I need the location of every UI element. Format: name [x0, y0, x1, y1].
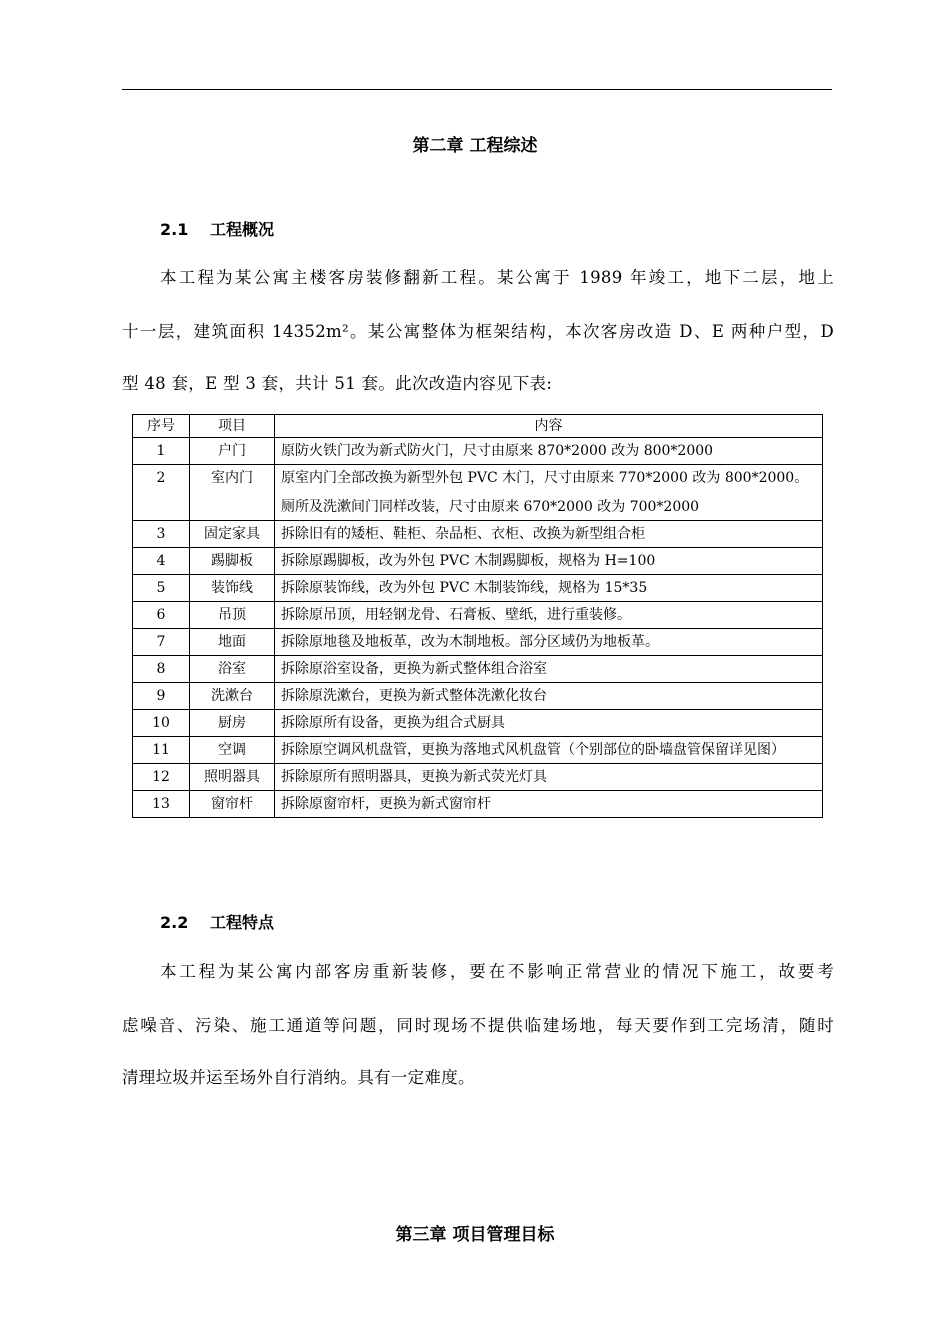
row-number: 6: [133, 602, 190, 629]
section-2-2-title: 工程特点: [210, 913, 275, 932]
row-item: 户门: [190, 438, 275, 465]
section-2-1-line-1: 本工程为某公寓主楼客房装修翻新工程。某公寓于 1989 年竣工，地下二层，地上: [160, 268, 834, 287]
row-content: [275, 791, 823, 818]
section-2-2-line-3: 清理垃圾并运至场外自行消纳。具有一定难度。: [122, 1068, 475, 1087]
table-row: [133, 737, 823, 764]
row-content-text: 拆除原装饰线，改为外包 PVC 木制装饰线，规格为 15*35: [281, 580, 648, 596]
table-row: [133, 764, 823, 791]
chapter-2-title: 第二章 工程综述: [412, 136, 538, 156]
row-content-text: 原防火铁门改为新式防火门，尺寸由原来 870*2000 改为 800*2000: [281, 443, 714, 459]
row-number: 8: [133, 656, 190, 683]
row-content-text: 拆除原浴室设备，更换为新式整体组合浴室: [281, 661, 547, 677]
row-content: [275, 656, 823, 683]
header-rule: [122, 89, 832, 90]
row-content-text: 拆除旧有的矮柜、鞋柜、杂品柜、衣柜、改换为新型组合柜: [281, 526, 645, 542]
row-number: 3: [133, 521, 190, 548]
row-item: 固定家具: [190, 521, 275, 548]
table-row: [133, 710, 823, 737]
header-content: 内容: [275, 415, 823, 438]
row-item: 窗帘杆: [190, 791, 275, 818]
row-item: 装饰线: [190, 575, 275, 602]
row-number: 11: [133, 737, 190, 764]
row-number: 2: [133, 465, 190, 521]
row-content: [275, 521, 823, 548]
row-number: 7: [133, 629, 190, 656]
row-content: [275, 465, 823, 521]
row-item: 室内门: [190, 465, 275, 521]
table-header-row: [133, 415, 823, 438]
row-item: 照明器具: [190, 764, 275, 791]
table-row: [133, 465, 823, 521]
row-content: [275, 438, 823, 465]
row-number: 4: [133, 548, 190, 575]
row-content: [275, 683, 823, 710]
table-row: [133, 521, 823, 548]
header-item: 项目: [190, 415, 275, 438]
section-2-1-number: 2.1: [160, 220, 189, 239]
row-content-text: 拆除原洗漱台，更换为新式整体洗漱化妆台: [281, 688, 547, 704]
row-item: 空调: [190, 737, 275, 764]
section-2-2-line-2: 虑噪音、污染、施工通道等问题，同时现场不提供临建场地，每天要作到工完场清，随时: [122, 1016, 834, 1035]
row-content-text: 原室内门全部改换为新型外包 PVC 木门，尺寸由原来 770*2000 改为 800*2000。: [281, 470, 809, 486]
row-content-text: 拆除原吊顶，用轻钢龙骨、石膏板、壁纸，进行重装修。: [281, 607, 631, 623]
section-2-2-number: 2.2: [160, 913, 189, 932]
row-content: [275, 548, 823, 575]
row-content: [275, 710, 823, 737]
row-content-text: 拆除原所有照明器具，更换为新式荧光灯具: [281, 769, 547, 785]
row-content-text: 拆除原地毯及地板革，改为木制地板。部分区域仍为地板革。: [281, 634, 659, 650]
section-2-1-line-2: 十一层，建筑面积 14352m²。某公寓整体为框架结构，本次客房改造 D、E 两种户型，D: [122, 322, 834, 341]
row-number: 9: [133, 683, 190, 710]
renovation-scope-table: [132, 414, 823, 818]
row-number: 5: [133, 575, 190, 602]
section-2-2-heading: [160, 910, 274, 933]
chapter-3-title: 第三章 项目管理目标: [395, 1225, 555, 1245]
row-content-text: 拆除原窗帘杆，更换为新式窗帘杆: [281, 796, 491, 812]
row-item: 踢脚板: [190, 548, 275, 575]
table-row: [133, 683, 823, 710]
table-row: [133, 656, 823, 683]
row-item: 厨房: [190, 710, 275, 737]
row-content: [275, 737, 823, 764]
row-item: 浴室: [190, 656, 275, 683]
table-row: [133, 575, 823, 602]
header-number: 序号: [133, 415, 190, 438]
table-row: [133, 791, 823, 818]
row-item: 地面: [190, 629, 275, 656]
row-content: [275, 602, 823, 629]
section-2-2-line-1: 本工程为某公寓内部客房重新装修，要在不影响正常营业的情况下施工，故要考: [160, 962, 834, 981]
row-number: 1: [133, 438, 190, 465]
row-content-text: 厕所及洗漱间门同样改装，尺寸由原来 670*2000 改为 700*2000: [281, 499, 700, 515]
row-content: [275, 764, 823, 791]
table-row: [133, 438, 823, 465]
section-2-1-line-3: 型 48 套，E 型 3 套，共计 51 套。此次改造内容见下表:: [122, 374, 553, 393]
row-number: 13: [133, 791, 190, 818]
row-number: 12: [133, 764, 190, 791]
row-content: [275, 629, 823, 656]
table-row: [133, 602, 823, 629]
section-2-1-title: 工程概况: [210, 220, 275, 239]
row-content-text: 拆除原踢脚板，改为外包 PVC 木制踢脚板，规格为 H=100: [281, 553, 656, 569]
row-number: 10: [133, 710, 190, 737]
row-item: 洗漱台: [190, 683, 275, 710]
row-content: [275, 575, 823, 602]
table-row: [133, 629, 823, 656]
section-2-1-heading: [160, 217, 274, 240]
row-item: 吊顶: [190, 602, 275, 629]
row-content-text: 拆除原空调风机盘管，更换为落地式风机盘管（个别部位的卧墙盘管保留详见图）: [281, 742, 785, 758]
row-content-text: 拆除原所有设备，更换为组合式厨具: [281, 715, 505, 731]
table-row: [133, 548, 823, 575]
